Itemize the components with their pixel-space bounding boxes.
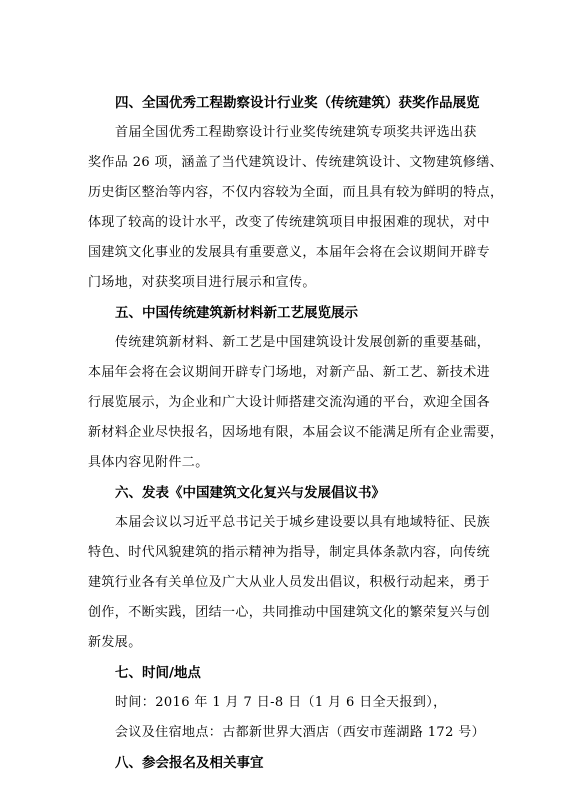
section-4-line-2: 奖作品 26 项，涵盖了当代建筑设计、传统建筑设计、文物建筑修缮、 [88, 155, 504, 170]
section-heading-4: 四、全国优秀工程勘察设计行业奖（传统建筑）获奖作品展览 [115, 95, 480, 111]
section-4-line-4: 体现了较高的设计水平，改变了传统建筑项目申报困难的现状，对中 [88, 215, 491, 230]
section-heading-7: 七、时间/地点 [115, 665, 201, 681]
section-5-line-4: 新材料企业尽快报名，因场地有限，本届会议不能满足所有企业需要， [88, 425, 504, 440]
section-6-line-3: 建筑行业各有关单位及广大从业人员发出倡议，积极行动起来，勇于 [88, 575, 491, 590]
section-4-line-5: 国建筑文化事业的发展具有重要意义，本届年会将在会议期间开辟专 [88, 245, 491, 260]
section-4-line-6: 门场地，对获奖项目进行展示和宣传。 [88, 275, 316, 290]
section-6-line-5: 新发展。 [88, 635, 142, 650]
section-5-line-1: 传统建筑新材料、新工艺是中国建筑设计发展创新的重要基础， [115, 335, 491, 350]
section-6-line-2: 特色、时代风貌建筑的指示精神为指导，制定具体条款内容，向传统 [88, 545, 491, 560]
section-6-line-4: 创作，不断实践，团结一心，共同推动中国建筑文化的繁荣复兴与创 [88, 605, 491, 620]
document-body [88, 88, 508, 778]
section-heading-5: 五、中国传统建筑新材料新工艺展览展示 [115, 305, 358, 321]
section-4-line-3: 历史街区整治等内容，不仅内容较为全面，而且具有较为鲜明的特点， [88, 185, 504, 200]
section-7-line-1: 时间：2016 年 1 月 7 日-8 日（1 月 6 日全天报到）， [115, 695, 447, 710]
section-heading-6: 六、发表《中国建筑文化复兴与发展倡议书》 [115, 485, 385, 501]
section-heading-8: 八、参会报名及相关事宜 [115, 755, 264, 771]
section-4-line-1: 首届全国优秀工程勘察设计行业奖传统建筑专项奖共评选出获 [115, 125, 477, 140]
section-5-line-5: 具体内容见附件二。 [88, 455, 209, 470]
section-6-line-1: 本届会议以习近平总书记关于城乡建设要以具有地域特征、民族 [115, 515, 491, 530]
section-5-line-3: 行展览展示，为企业和广大设计师搭建交流沟通的平台，欢迎全国各 [88, 395, 491, 410]
section-5-line-2: 本届年会将在会议期间开辟专门场地，对新产品、新工艺、新技术进 [88, 365, 491, 380]
section-7-line-2: 会议及住宿地点：古都新世界大酒店（西安市莲湖路 172 号） [115, 725, 486, 740]
